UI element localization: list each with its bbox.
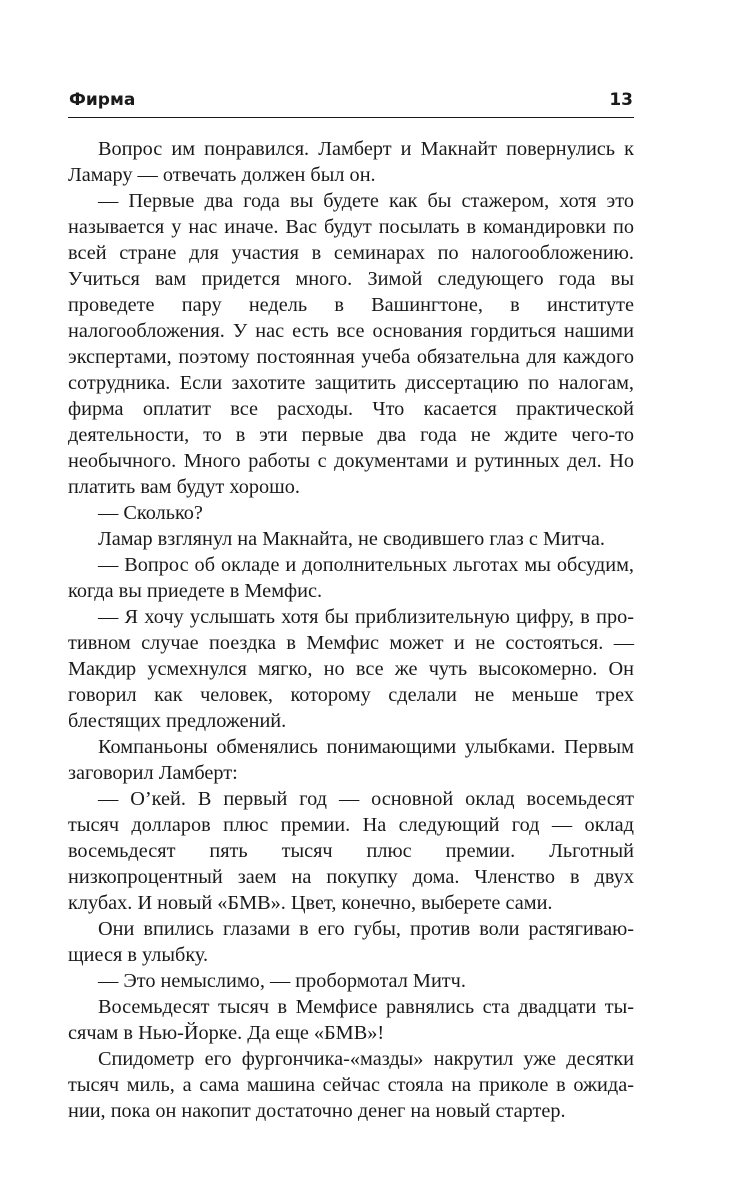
paragraph: — Я хочу услышать хотя бы приблизительную цифру, в противном случае поездка в Мемфис может и не состояться. — Макдир усмехнулся мягко, но все же чуть высокомерно. Он говорил как человек, которому сделали не меньше трех блестящих предложений. — [68, 606, 634, 732]
paragraph: — Первые два года вы будете как бы стажером, хотя это называется у нас иначе. Вас будут посылать в командировки по всей стране для участия в семинарах по налогообложению. Учиться вам придется много. Зимой следующего года вы проведете пару недель в Вашингтоне, в институте налогообложения. У нас есть все основания гордиться нашими экспертами, поэтому постоянная учеба обязательна для каждого сотрудника. Если захотите защитить диссертацию по налогам, фирма оплатит все расходы. Что касается практической деятельности, то в эти первые два года не ждите чего-то необычного. Много работы с документами и рутинных дел. Но платить вам будут хорошо. — [68, 190, 634, 498]
body-text — [68, 136, 634, 1124]
page-number: 13 — [609, 90, 633, 110]
paragraph: Они впились глазами в его губы, против воли растягивающиеся в улыбку. — [68, 918, 634, 966]
paragraph: Ламар взглянул на Макнайта, не сводившего глаз с Митча. — [98, 528, 605, 550]
book-page — [68, 88, 634, 1124]
paragraph: Компаньоны обменялись понимающими улыбками. Первым заговорил Ламберт: — [68, 736, 634, 784]
paragraph: Спидометр его фургончика-«мазды» накрутил уже десятки тысяч миль, а сама машина сейчас стояла на приколе в ожидании, пока он накопит достаточно денег на новый стартер. — [68, 1048, 634, 1122]
paragraph: — Это немыслимо, — пробормотал Митч. — [98, 970, 466, 992]
paragraph: — Вопрос об окладе и дополнительных льготах мы обсудим, когда вы приедете в Мемфис. — [68, 554, 634, 602]
book-title: Фирма — [69, 90, 136, 110]
paragraph: Вопрос им понравился. Ламберт и Макнайт повернулись к Ламару — отвечать должен был он. — [68, 138, 634, 186]
paragraph: — О’кей. В первый год — основной оклад восемьдесят тысяч долларов плюс премии. На следующий год — оклад восемьдесят пять тысяч плюс премии. Льготный низкопроцентный заем на покупку дома. Членство в двух клубах. И новый «БМВ». Цвет, конечно, выберете сами. — [68, 788, 634, 914]
header-rule — [68, 117, 634, 118]
paragraph: Восемьдесят тысяч в Мемфисе равнялись ста двадцати тысячам в Нью-Йорке. Да еще «БМВ»! — [68, 996, 634, 1044]
running-header — [68, 88, 634, 112]
paragraph: — Сколько? — [98, 502, 203, 524]
